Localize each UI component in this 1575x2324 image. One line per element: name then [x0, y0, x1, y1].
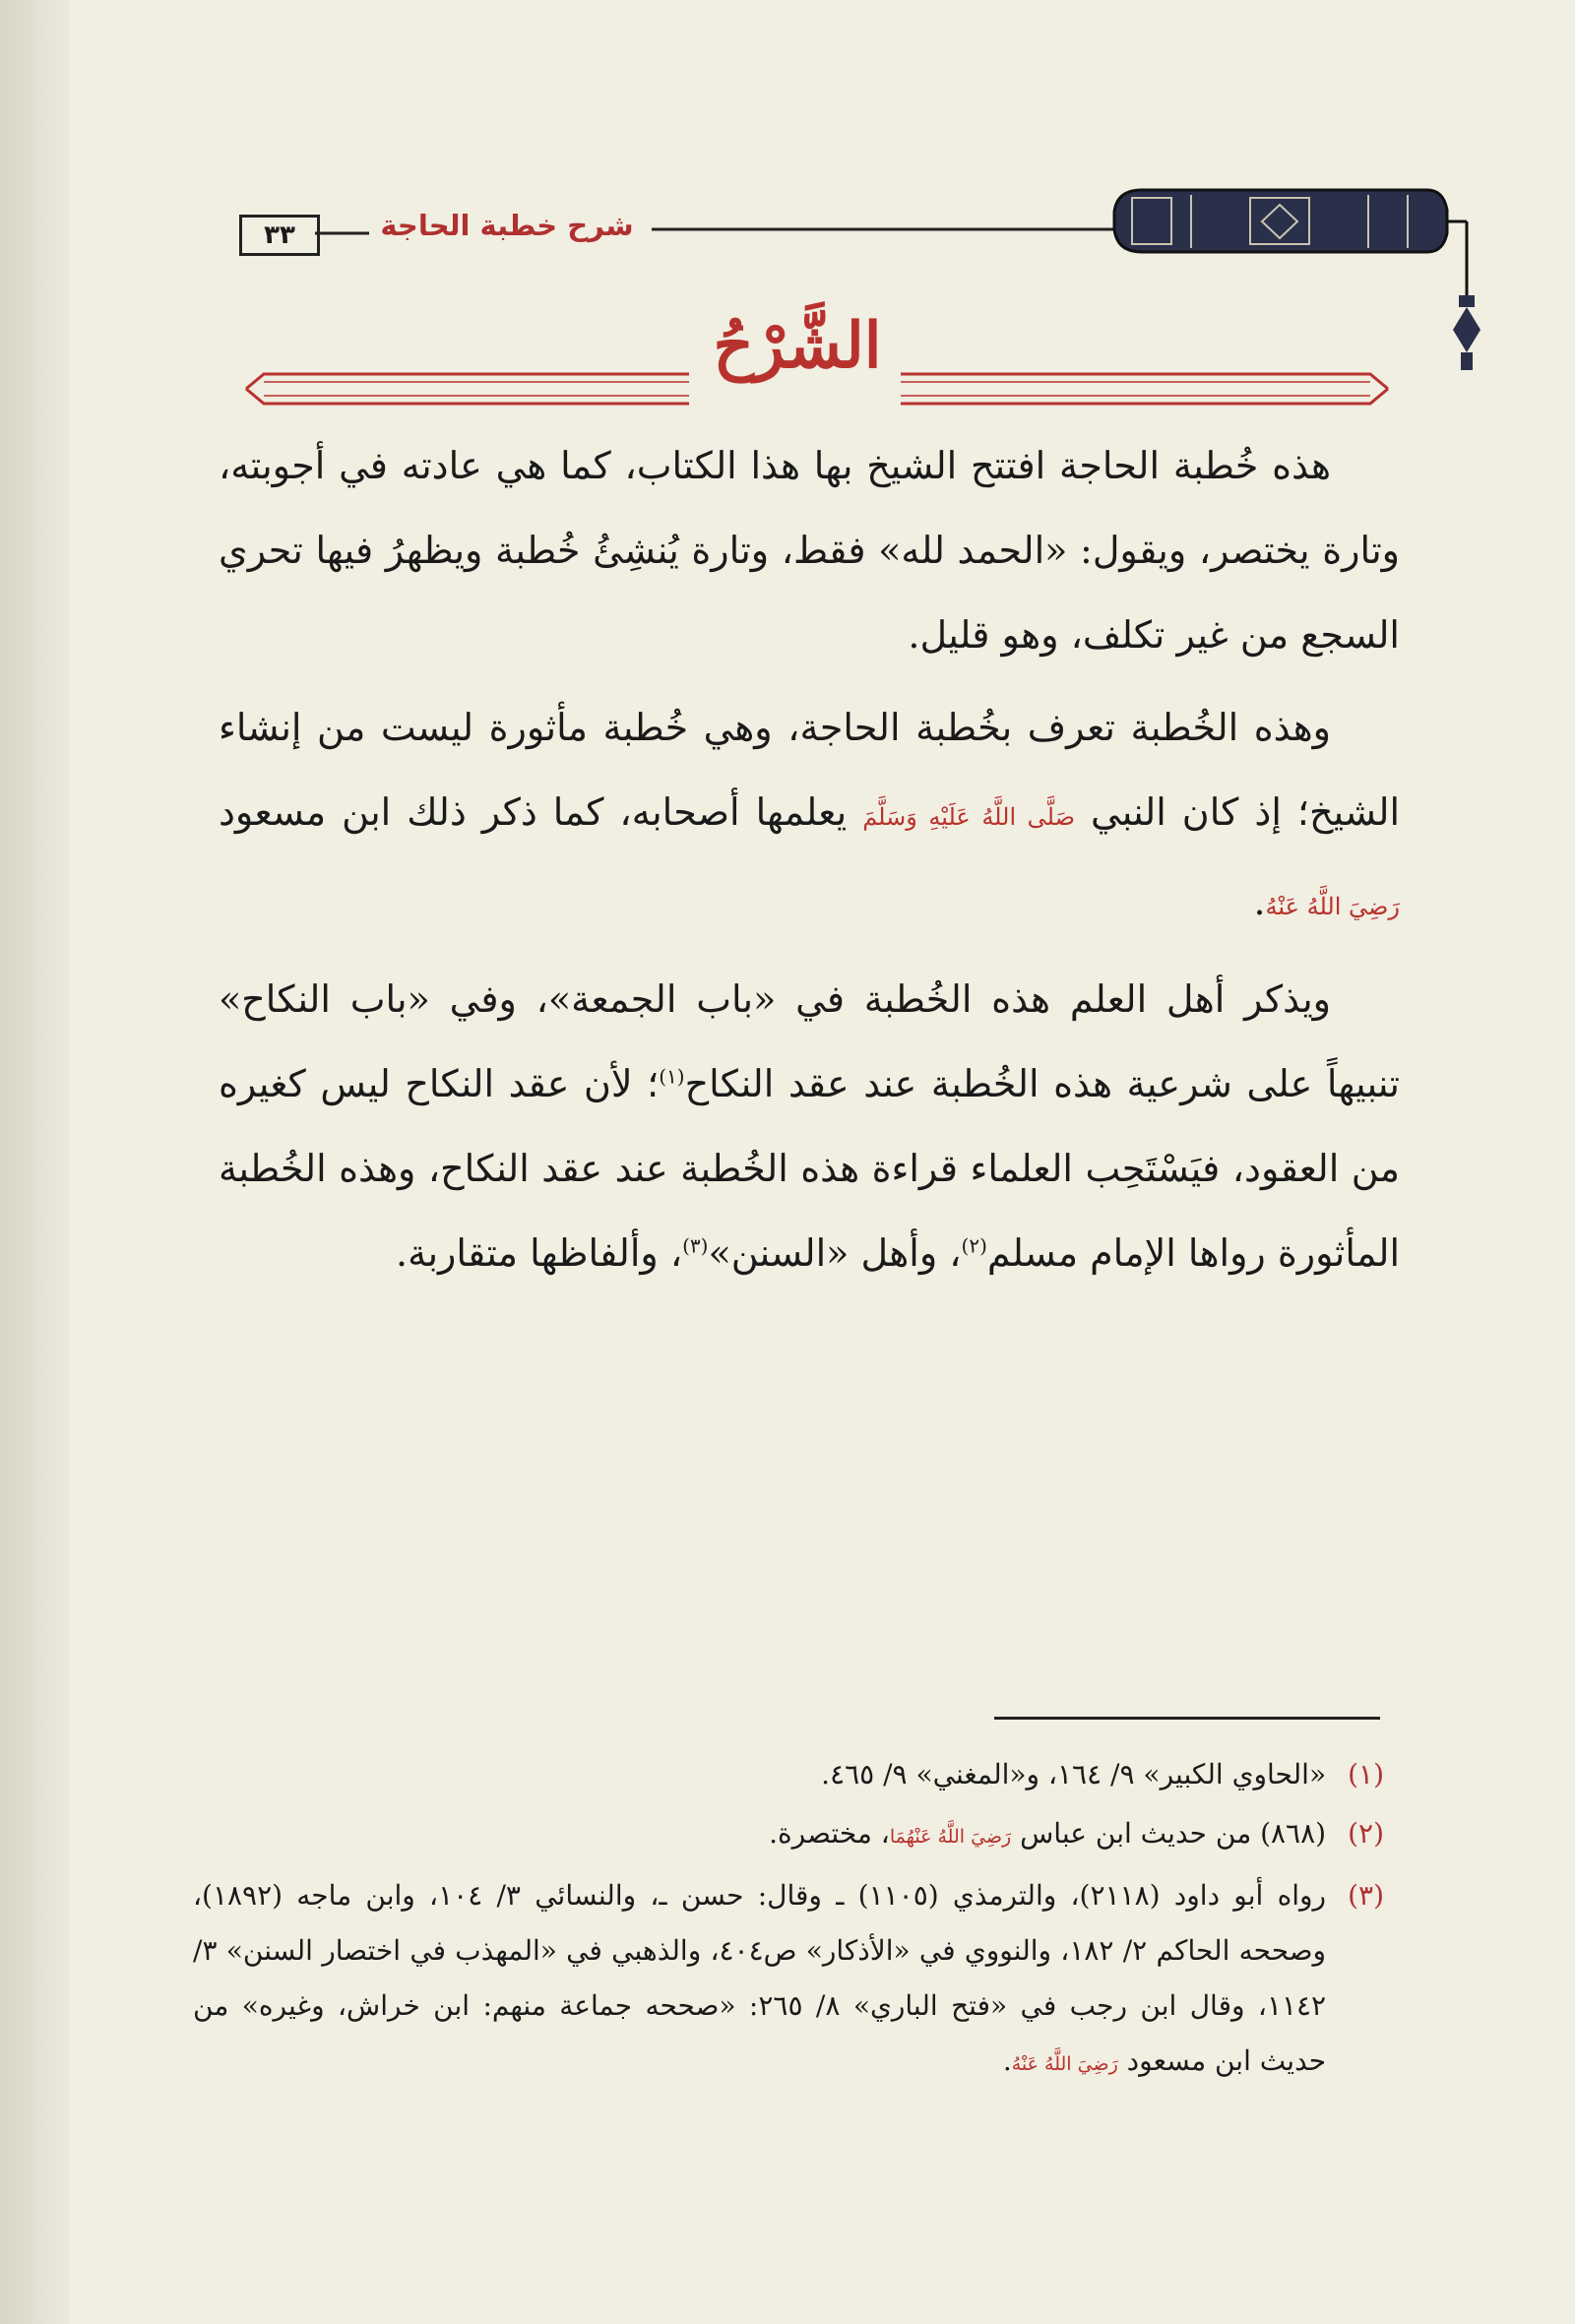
footnote-text: «الحاوي الكبير» ٩/ ١٦٤، و«المغني» ٩/ ٤٦٥.: [821, 1758, 1327, 1790]
paragraph-2-middle: يعلمها أصحابه، كما ذكر ذلك ابن مسعود: [219, 790, 848, 834]
page-header: [0, 0, 1575, 413]
footnote-ref-1[interactable]: (١): [659, 1064, 685, 1089]
pen-ornament-icon: [1114, 190, 1480, 370]
honorific-salawat: صَلَّى اللَّهُ عَلَيْهِ وَسَلَّمَ: [862, 803, 1076, 831]
footnote-number: (٣): [1348, 1879, 1384, 1912]
paragraph-2: [219, 685, 1400, 949]
footnote-text: [193, 1806, 1326, 1864]
footnote-2-before: (٨٦٨) من حديث ابن عباس: [1020, 1817, 1327, 1850]
paragraph-2-after: .: [1253, 880, 1266, 923]
footnote-3-before: رواه أبو داود (٢١١٨)، والترمذي (١١٠٥) ـ وقال: حسن ـ، والنسائي ٣/ ١٠٤، وابن ماجه (١٨٩٢)، وصححه الحاكم ٢/ ١٨٢، والنووي في «الأذكار» ص٤٠٤، والذهبي في «المهذب في اختصار السنن» ٣/ ١١٤٢، وقال ابن رجب في «فتح الباري» ٨/ ٢٦٥: «صححه جماعة منهم: ابن خراش، وغيره» من حديث ابن مسعود: [193, 1879, 1327, 2077]
paragraph-3-part1: ويذكر أهل العلم هذه الخُطبة في «باب الجمعة»، وفي «باب النكاح» تنبيهاً على شرعية هذه الخُطبة عند عقد النكاح: [219, 977, 1400, 1105]
footnote-3: [193, 1868, 1384, 2092]
footnote-3-after: .: [1002, 2044, 1012, 2077]
footnote-number: (٢): [1348, 1817, 1384, 1850]
honorific-radiallahu: رَضِيَ اللَّهُ عَنْهُ: [1011, 2053, 1118, 2075]
paragraph-3-part2: ؛ لأن عقد النكاح ليس كغيره من العقود، فيَسْتَحِب العلماء قراءة هذه الخُطبة عند عقد النكاح، وهذه الخُطبة المأثورة رواها الإمام مسلم: [219, 1062, 1400, 1275]
paragraph-3: [219, 957, 1400, 1295]
footnote-number: (١): [1348, 1758, 1384, 1790]
footnote-2-after: ، مختصرة.: [769, 1817, 890, 1850]
main-text: [219, 423, 1400, 1303]
footnote-separator: [994, 1717, 1380, 1720]
section-title: الشَّرْحُ: [713, 309, 882, 383]
paragraph-3-part4: ، وألفاظها متقاربة.: [396, 1231, 683, 1275]
paragraph-3-part3: ، وأهل «السنن»: [708, 1231, 962, 1275]
honorific-radiallahu: رَضِيَ اللَّهُ عَنْهُ: [1265, 893, 1400, 920]
footnote-2: [193, 1806, 1384, 1864]
running-title: شرح خطبة الحاجة: [380, 209, 634, 242]
paragraph-1-text: هذه خُطبة الحاجة افتتح الشيخ بها هذا الكتاب، كما هي عادته في أجوبته، وتارة يختصر، ويقول: «الحمد لله» فقط، وتارة يُنشِئُ خُطبة ويظهرُ فيها تحري السجع من غير تكلف، وهو قليل.: [219, 444, 1400, 657]
paragraph-1: [219, 423, 1400, 677]
footnotes: [193, 1747, 1384, 2096]
page-number: ٣٣: [239, 215, 320, 256]
footnote-ref-2[interactable]: (٢): [961, 1233, 987, 1258]
paragraph-2-before: وهذه الخُطبة تعرف بخُطبة الحاجة، وهي خُطبة مأثورة ليست من إنشاء الشيخ؛ إذ كان النبي: [219, 706, 1401, 834]
footnote-text: [193, 1868, 1326, 2092]
footnote-1: [193, 1747, 1384, 1802]
honorific-radiallahu-anhuma: رَضِيَ اللَّهُ عَنْهُمَا: [889, 1826, 1012, 1848]
footnote-ref-3[interactable]: (٣): [682, 1233, 709, 1258]
